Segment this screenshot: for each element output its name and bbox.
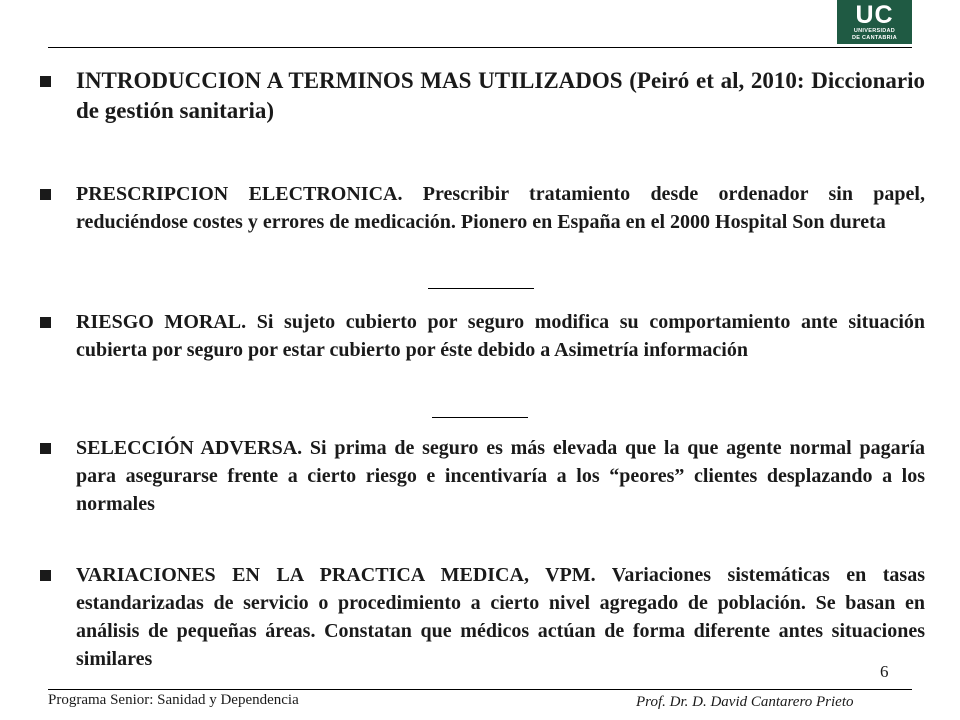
logo-mark: UC <box>855 1 894 29</box>
slide-number: 6 <box>880 662 889 681</box>
bullet-vpm <box>40 561 925 673</box>
bullet-prescripcion <box>40 180 925 236</box>
square-bullet-icon <box>40 76 51 87</box>
logo-line-2: DE CANTABRIA <box>851 35 898 41</box>
square-bullet-icon <box>40 443 51 454</box>
square-bullet-icon <box>40 317 51 328</box>
bullet-riesgo-moral <box>40 308 925 364</box>
bullet-text: INTRODUCCION A TERMINOS MAS UTILIZADOS (Peiró et al, 2010: Diccionario de gestión sanitaria) <box>76 68 925 123</box>
separator-line <box>432 417 528 418</box>
separator-line <box>428 288 534 289</box>
bullet-text: VARIACIONES EN LA PRACTICA MEDICA, VPM. Variaciones sistemáticas en tasas estandarizadas de servicio o procedimiento a cierto nivel agregado de población. Se basan en análisis de pequeñas áreas. Constatan que médicos actúan de forma diferente antes situaciones similares <box>76 564 925 670</box>
logo-line-1: UNIVERSIDAD <box>853 28 896 34</box>
footer-rule <box>48 689 912 690</box>
square-bullet-icon <box>40 570 51 581</box>
bullet-text: SELECCIÓN ADVERSA. Si prima de seguro es más elevada que la que agente normal pagaría para asegurarse frente a cierto riesgo e incentivaría a los “peores” clientes desplazando a los normales <box>76 437 925 515</box>
bullet-text: PRESCRIPCION ELECTRONICA. Prescribir tratamiento desde ordenador sin papel, reduciéndose costes y errores de medicación. Pionero en España en el 2000 Hospital Son dureta <box>76 183 925 233</box>
square-bullet-icon <box>40 189 51 200</box>
footer-program: Programa Senior: Sanidad y Dependencia <box>48 692 299 708</box>
bullet-intro <box>40 66 925 126</box>
footer-author: Prof. Dr. D. David Cantarero Prieto <box>636 694 854 710</box>
bullet-seleccion-adversa <box>40 434 925 518</box>
bullet-text: RIESGO MORAL. Si sujeto cubierto por seguro modifica su comportamiento ante situación cubierta por seguro por estar cubierto por éste debido a Asimetría información <box>76 311 925 361</box>
